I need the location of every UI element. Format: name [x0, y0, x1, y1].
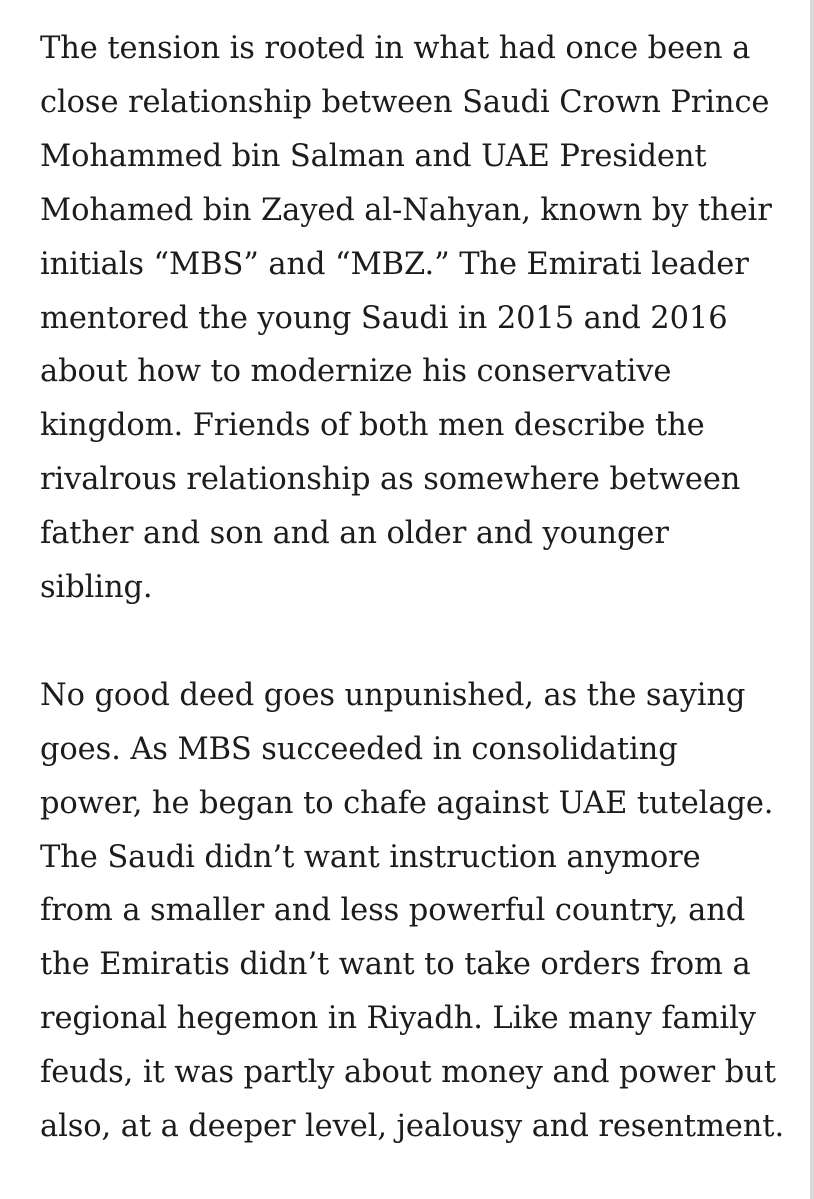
paragraph-line: close relationship between Saudi Crown Prince — [40, 84, 770, 120]
paragraph-line: The Saudi didn’t want instruction anymore — [40, 839, 701, 875]
paragraph-line: kingdom. Friends of both men describe the — [40, 408, 705, 444]
paragraph-line: Mohamed bin Zayed al-Nahyan, known by their — [40, 192, 772, 228]
paragraph-line: No good deed goes unpunished, as the saying — [40, 677, 746, 713]
paragraph-line: about how to modernize his conservative — [40, 354, 672, 390]
paragraph-line: The tension is rooted in what had once been a — [40, 31, 751, 66]
paragraph-line: father and son and an older and younger — [40, 516, 669, 552]
paragraph-2 — [40, 669, 810, 1154]
paragraph-line: the Emiratis didn’t want to take orders from a — [40, 947, 751, 983]
article-body — [40, 22, 810, 1154]
paragraph-line: goes. As MBS succeeded in consolidating — [40, 731, 678, 767]
paragraph-line: power, he began to chafe against UAE tutelage. — [40, 785, 774, 821]
right-edge-divider — [810, 0, 814, 1199]
paragraph-line: Mohammed bin Salman and UAE President — [40, 138, 707, 174]
paragraph-line: mentored the young Saudi in 2015 and 2016 — [40, 300, 728, 336]
paragraph-line: regional hegemon in Riyadh. Like many family — [40, 1001, 756, 1037]
paragraph-line: rivalrous relationship as somewhere between — [40, 462, 741, 498]
paragraph-line: also, at a deeper level, jealousy and resentment. — [40, 1109, 785, 1145]
paragraph-line: sibling. — [40, 570, 153, 606]
paragraph-line: feuds, it was partly about money and power but — [40, 1055, 776, 1091]
paragraph-spacer — [40, 615, 810, 669]
paragraph-line: initials “MBS” and “MBZ.” The Emirati leader — [40, 246, 749, 282]
paragraph-line: from a smaller and less powerful country, and — [40, 893, 746, 929]
paragraph-1 — [40, 22, 810, 615]
